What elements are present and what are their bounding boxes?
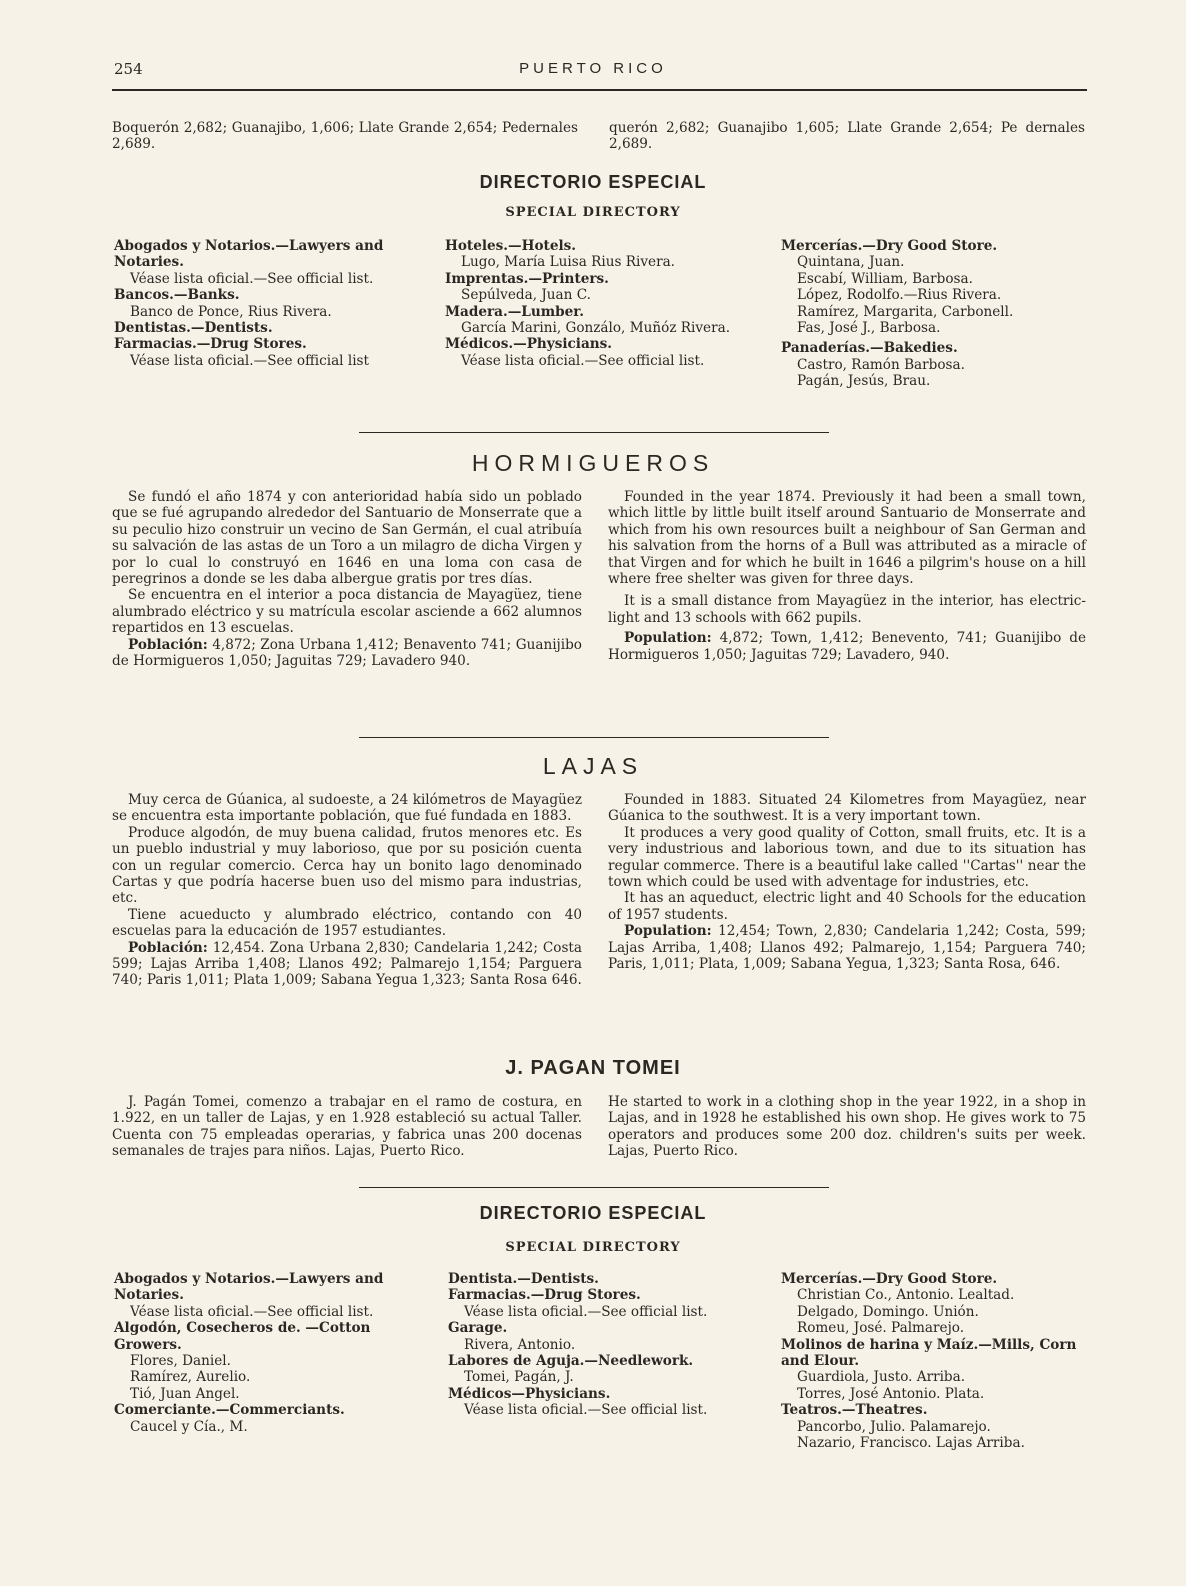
directory-category: Mercerías.—Dry Good Store. <box>781 238 998 254</box>
paragraph: It has an aqueduct, electric light and 40 Schools for the education of 1957 students. <box>608 890 1086 923</box>
directory2-col1 <box>114 1271 416 1435</box>
directory-entry: Fas, José J., Barbosa. <box>797 320 941 337</box>
paragraph: Muy cerca de Gúanica, al sudoeste, a 24 kilómetros de Mayagüez se encuentra esta importante población, que fué fundada en 1883. <box>112 792 582 825</box>
directory-category: Farmacias.—Drug Stores. <box>114 336 307 353</box>
directory-title: DIRECTORIO ESPECIAL <box>479 1203 707 1223</box>
directory-entry: Flores, Daniel. <box>130 1353 231 1370</box>
population-label: Population: <box>624 923 712 940</box>
directory-entry: Rivera, Antonio. <box>464 1336 576 1353</box>
population-text: 4,872; Town, 1,412; Benevento, 741; Guanijibo de Hormigueros 1,050; Jaguitas 729; Lavadero, 940. <box>608 630 1086 663</box>
population-paragraph <box>608 923 1086 972</box>
paragraph: Founded in 1883. Situated 24 Kilometres from Mayagüez, near Gúanica to the southwest. It is a very important town. <box>608 792 1086 825</box>
section-rule <box>359 1187 829 1188</box>
population-paragraph <box>112 637 582 670</box>
section-heading-tomei: J. PAGAN TOMEI <box>505 1057 681 1079</box>
directory-category: Garage. <box>448 1320 508 1337</box>
directory-entry: Romeu, José. Palmarejo. <box>797 1320 965 1337</box>
population-text: 4,872; Zona Urbana 1,412; Benavento 741; Guanijibo de Hormigueros 1,050; Jaguitas 729; Lavadero 940. <box>112 636 582 670</box>
directory-entry: Delgado, Domingo. Unión. <box>797 1303 979 1320</box>
section-rule <box>359 432 829 433</box>
header-rule <box>112 89 1087 91</box>
running-title: PUERTO RICO <box>519 60 667 77</box>
section-heading-hormigueros: HORMIGUEROS <box>471 450 715 476</box>
directory-category: Bancos.—Banks. <box>114 287 240 304</box>
directory-entry: Pancorbo, Julio. Palamarejo. <box>797 1418 991 1435</box>
directory-entry: Véase lista oficial.—See official list <box>130 352 369 369</box>
directory-subtitle: SPECIAL DIRECTORY <box>505 205 681 220</box>
directory-entry: Guardiola, Justo. Arriba. <box>797 1369 966 1386</box>
directory-entry: Véase lista oficial.—See official list. <box>461 352 705 369</box>
directory-entry: Tió, Juan Angel. <box>130 1385 240 1402</box>
population-paragraph <box>608 630 1086 663</box>
hormigueros-english <box>608 489 1086 663</box>
section-heading-lajas: LAJAS <box>542 753 644 779</box>
directory-entry: Pagán, Jesús, Brau. <box>797 373 931 390</box>
directory-entry: Escabí, William, Barbosa. <box>797 270 973 287</box>
directory-category: Dentista.—Dentists. <box>448 1271 599 1287</box>
directory-entry: Véase lista oficial.—See official list. <box>130 1303 374 1320</box>
paragraph: It is a small distance from Mayagüez in the interior, has electric-light and 13 schools with 662 pupils. <box>608 593 1086 626</box>
directory1-col2 <box>445 238 745 369</box>
tomei-spanish: J. Pagán Tomei, comenzo a trabajar en el ramo de costura, en 1.922, en un taller de Lajas, y en 1.928 estableció su actual Taller. Cuenta con 75 empleadas operarias, y fabrica unas 200 docenas semanales de trajes para niños. Lajas, Puerto Rico. <box>112 1094 582 1160</box>
hormigueros-spanish <box>112 489 582 669</box>
paragraph: Se encuentra en el interior a poca distancia de Mayagüez, tiene alumbrado eléctrico y su matrícula escolar asciende a 662 alumnos repartidos en 13 escuelas. <box>112 587 582 637</box>
directory-entry: Véase lista oficial.—See official list. <box>464 1402 708 1419</box>
directory-category: Farmacias.—Drug Stores. <box>448 1287 641 1304</box>
directory-entry: Nazario, Francisco. Lajas Arriba. <box>797 1435 1025 1452</box>
directory-category: Médicos.—Physicians. <box>445 336 613 353</box>
directory-category: Panaderías.—Bakedies. <box>781 340 958 357</box>
lajas-english <box>608 792 1086 972</box>
directory-entry: Torres, José Antonio. Plata. <box>797 1385 985 1402</box>
directory-entry: Christian Co., Antonio. Lealtad. <box>797 1287 1015 1304</box>
intro-right: querón 2,682; Guanajibo 1,605; Llate Grande 2,654; Pe dernales 2,689. <box>609 120 1085 153</box>
directory-entry: Castro, Ramón Barbosa. <box>797 356 965 373</box>
directory-category: Abogados y Notarios.—Lawyers and Notaries. <box>114 1271 384 1304</box>
page-number: 254 <box>114 60 143 78</box>
directory-category: Molinos de harina y Maíz.—Mills, Corn and Elour. <box>781 1336 1077 1370</box>
directory-category: Madera.—Lumber. <box>445 303 584 320</box>
paragraph: Produce algodón, de muy buena calidad, frutos menores etc. Es un pueblo industrial y muy laborioso, que por su posición cuenta con un regular comercio. Cerca hay un bonito lago denominado Cartas y que podría hacerse buen uso del mismo para industrias, etc. <box>112 824 582 907</box>
directory-entry: Caucel y Cía., M. <box>130 1418 248 1435</box>
directory2-col3 <box>781 1271 1091 1451</box>
directory-category: Labores de Aguja.—Needlework. <box>448 1353 694 1370</box>
directory-entry: García Marini, Gonzálo, Muñóz Rivera. <box>461 320 731 337</box>
directory-entry: Sepúlveda, Juan C. <box>461 287 591 304</box>
directory-category: Comerciante.—Commerciants. <box>114 1402 345 1419</box>
population-text: 12,454; Town, 2,830; Candelaria 1,242; Costa, 599; Lajas Arriba, 1,408; Llanos 492; Palmarejo, 1,154; Parguera 740; Paris, 1,011; Plata, 1,009; Sabana Yegua, 1,323; Santa Rosa, 646. <box>608 923 1087 973</box>
directory2-col2 <box>448 1271 748 1419</box>
directory-subtitle: SPECIAL DIRECTORY <box>505 1240 681 1255</box>
section-rule <box>359 737 829 738</box>
population-label: Población: <box>128 636 208 653</box>
paragraph: Tiene acueducto y alumbrado eléctrico, contando con 40 escuelas para la educación de 1957 estudiantes. <box>112 906 582 940</box>
directory-category: Teatros.—Theatres. <box>781 1402 928 1419</box>
population-label: Population: <box>624 630 712 647</box>
directory-category: Mercerías.—Dry Good Store. <box>781 1271 998 1287</box>
directory-category: Médicos—Physicians. <box>448 1385 611 1402</box>
directory-category: Dentistas.—Dentists. <box>114 320 273 337</box>
directory1-col3 <box>781 238 1091 390</box>
directory1-col1 <box>114 238 414 369</box>
paragraph: Founded in the year 1874. Previously it had been a small town, which little by little built itself around Santuario de Monserrate and which from his own resources built a neighbour of San German and his salvation from the horns of a Bull was attributed as a miracle of that Virgen and for which he built in 1646 a pilgrim's house on a hill where free shelter was given for three days. <box>608 489 1086 588</box>
directory-entry: López, Rodolfo.—Rius Rivera. <box>797 287 1002 304</box>
directory-title: DIRECTORIO ESPECIAL <box>479 172 707 192</box>
directory-category: Hoteles.—Hotels. <box>445 238 577 254</box>
directory-category: Abogados y Notarios.—Lawyers and Notaries. <box>114 238 384 271</box>
directory-entry: Véase lista oficial.—See official list. <box>130 270 374 287</box>
population-label: Población: <box>128 939 208 956</box>
directory-entry: Ramírez, Aurelio. <box>130 1369 251 1386</box>
directory-category: Imprentas.—Printers. <box>445 270 609 287</box>
directory-entry: Quintana, Juan. <box>797 254 905 271</box>
directory-entry: Lugo, María Luisa Rius Rivera. <box>461 254 676 271</box>
lajas-spanish <box>112 792 582 989</box>
tomei-english: He started to work in a clothing shop in the year 1922, in a shop in Lajas, and in 1928 he established his own shop. He gives work to 75 operators and produces some 200 doz. children's suits per week. Lajas, Puerto Rico. <box>608 1094 1086 1160</box>
intro-left: Boquerón 2,682; Guanajibo, 1,606; Llate Grande 2,654; Pedernales 2,689. <box>112 120 578 153</box>
directory-entry: Véase lista oficial.—See official list. <box>464 1303 708 1320</box>
paragraph: Se fundó el año 1874 y con anterioridad había sido un poblado que se fué agrupando alrededor del Santuario de Monserrate que a su peculio hizo construir un vecino de San Germán, el cual atribuía su salvación de las astas de un Toro a un milagro de dicha Virgen y por lo cual lo construyó en 1646 en una loma con casa de peregrinos a donde se les daba albergue gratis por tres días. <box>112 489 582 588</box>
population-text: 12,454. Zona Urbana 2,830; Candelaria 1,242; Costa 599; Lajas Arriba 1,408; Llanos 492; Palmarejo 1,154; Parguera 740; Paris 1,011; Plata 1,009; Sabana Yegua 1,323; Santa Rosa 646. <box>112 939 582 989</box>
population-paragraph <box>112 940 582 989</box>
directory-entry: Ramírez, Margarita, Carbonell. <box>797 303 1014 320</box>
directory-entry: Tomei, Pagán, J. <box>464 1369 574 1386</box>
directory-entry: Banco de Ponce, Rius Rivera. <box>130 303 332 320</box>
directory-category: Algodón, Cosecheros de. —Cotton Growers. <box>114 1320 371 1353</box>
paragraph: It produces a very good quality of Cotton, small fruits, etc. It is a very industrious and laborious town, and due to its situation has regular commerce. There is a beautiful lake called ''Cartas'' near the town which could be used with adventage for industries, etc. <box>608 824 1086 891</box>
